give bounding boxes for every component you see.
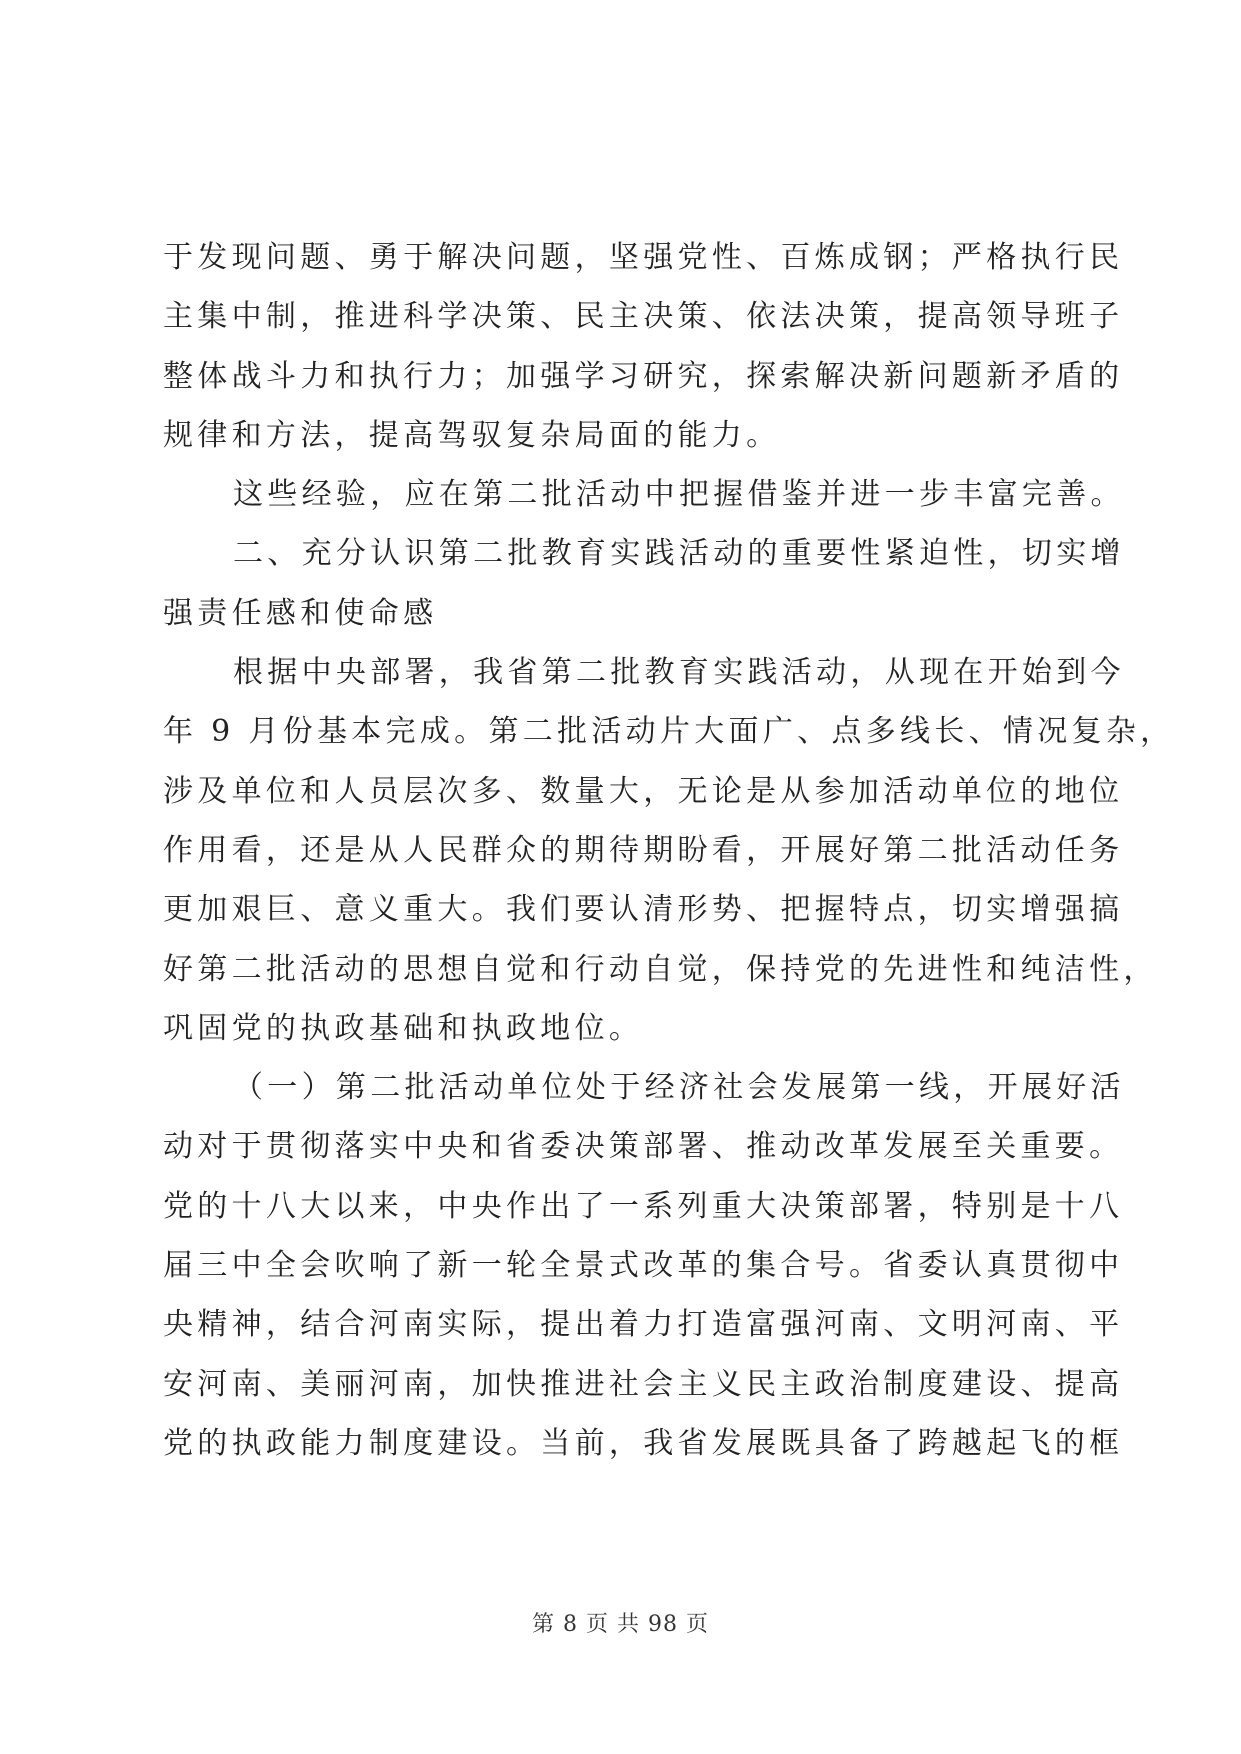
text-line: 好第二批活动的思想自觉和行动自觉，保持党的先进性和纯洁性，	[163, 951, 1158, 987]
section-heading-line: 强责任感和使命感	[163, 595, 438, 631]
text-line: 党的执政能力制度建设。当前，我省发展既具备了跨越起飞的框	[163, 1425, 1124, 1461]
text-line: 作用看，还是从人民群众的期待期盼看，开展好第二批活动任务	[163, 832, 1124, 868]
text-line: 整体战斗力和执行力；加强学习研究，探索解决新问题新矛盾的	[163, 358, 1124, 394]
text-line: 央精神，结合河南实际，提出着力打造富强河南、文明河南、平	[163, 1307, 1124, 1343]
text-line: 根据中央部署，我省第二批教育实践活动，从现在开始到今	[233, 655, 1125, 691]
text-line: 动对于贯彻落实中央和省委决策部署、推动改革发展至关重要。	[163, 1129, 1124, 1165]
text-line: 届三中全会吹响了新一轮全景式改革的集合号。省委认真贯彻中	[163, 1248, 1124, 1284]
text-line: 规律和方法，提高驾驭复杂局面的能力。	[163, 417, 781, 453]
text-line: 这些经验，应在第二批活动中把握借鉴并进一步丰富完善。	[233, 477, 1125, 513]
text-line: 党的十八大以来，中央作出了一系列重大决策部署，特别是十八	[163, 1188, 1124, 1224]
page-footer: 第 8 页 共 98 页	[532, 1612, 709, 1637]
text-line: 巩固党的执政基础和执政地位。	[163, 1010, 644, 1046]
text-line: 涉及单位和人员层次多、数量大，无论是从参加活动单位的地位	[163, 773, 1124, 809]
document-body	[163, 228, 1175, 1473]
section-heading-line: 二、充分认识第二批教育实践活动的重要性紧迫性，切实增	[233, 536, 1125, 572]
text-line: 于发现问题、勇于解决问题，坚强党性、百炼成钢；严格执行民	[163, 240, 1124, 275]
text-line: 更加艰巨、意义重大。我们要认清形势、把握特点，切实增强搞	[163, 892, 1124, 928]
subsection-heading-line: （一）第二批活动单位处于经济社会发展第一线，开展好活	[233, 1070, 1125, 1106]
text-line: 年 9 月份基本完成。第二批活动片大面广、点多线长、情况复杂，	[163, 714, 1175, 750]
text-line: 主集中制，推进科学决策、民主决策、依法决策，提高领导班子	[163, 299, 1124, 335]
text-line: 安河南、美丽河南，加快推进社会主义民主政治制度建设、提高	[163, 1366, 1124, 1402]
